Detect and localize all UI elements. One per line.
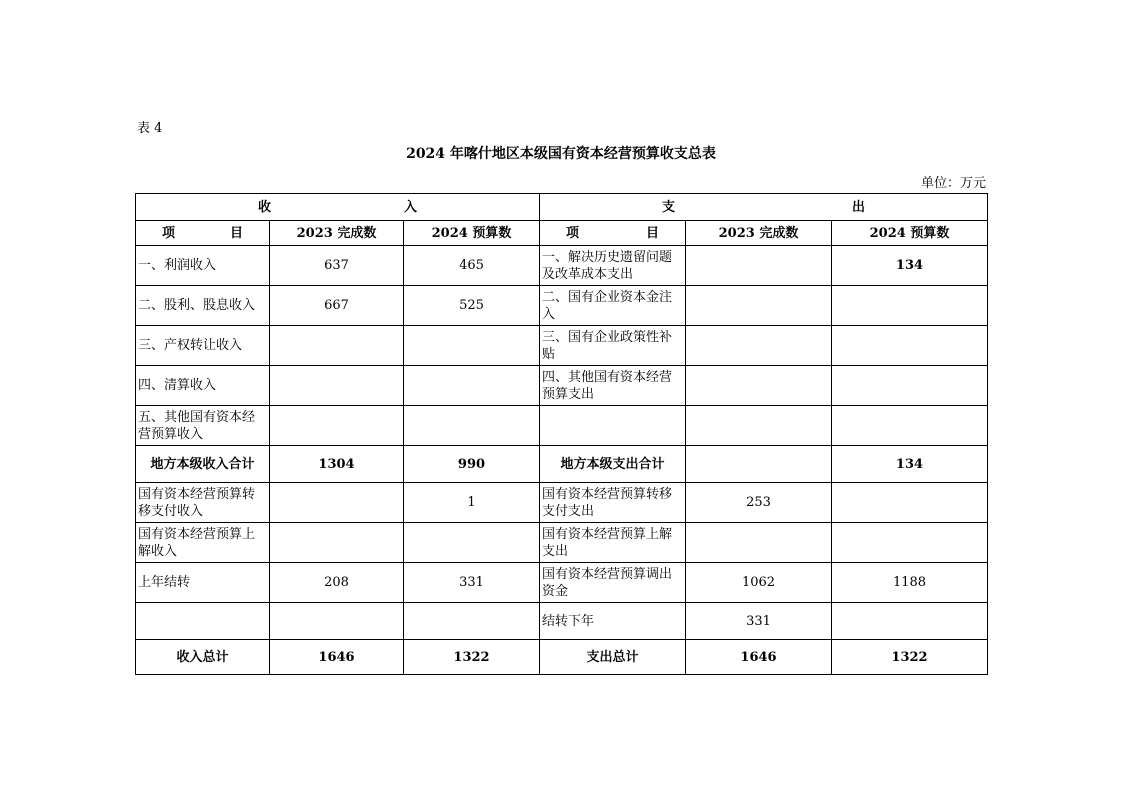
- income-2023-value: 667: [270, 286, 404, 326]
- expense-2024-value: [832, 286, 988, 326]
- table-row: [136, 366, 988, 406]
- expense-subtotal-2023: [686, 446, 832, 483]
- table-row: [136, 326, 988, 366]
- income-item: 上年结转: [136, 563, 270, 603]
- income-subtotal-2023: 1304: [270, 446, 404, 483]
- expense-2023-header: 2023 完成数: [686, 221, 832, 246]
- expense-2023-value: [686, 406, 832, 446]
- table-row: [136, 523, 988, 563]
- income-total-2024: 1322: [404, 640, 540, 675]
- table-row: [136, 286, 988, 326]
- income-2023-value: 637: [270, 246, 404, 286]
- expense-item: 四、其他国有资本经营预算支出: [540, 366, 686, 406]
- table-row: [136, 246, 988, 286]
- expense-item: 二、国有企业资本金注入: [540, 286, 686, 326]
- expense-2024-value: [832, 483, 988, 523]
- expense-2024-value: [832, 366, 988, 406]
- income-2023-value: [270, 406, 404, 446]
- table-row: [136, 563, 988, 603]
- income-2023-value: [270, 523, 404, 563]
- income-2024-value: 1: [404, 483, 540, 523]
- income-2024-header: 2024 预算数: [404, 221, 540, 246]
- expense-2024-value: [832, 326, 988, 366]
- expense-2024-value: 134: [832, 246, 988, 286]
- expense-2023-value: [686, 366, 832, 406]
- income-2024-value: 525: [404, 286, 540, 326]
- expense-2023-value: [686, 246, 832, 286]
- expense-2023-value: 1062: [686, 563, 832, 603]
- income-item: 国有资本经营预算上解收入: [136, 523, 270, 563]
- expense-subtotal-label: 地方本级支出合计: [540, 446, 686, 483]
- income-2024-value: 331: [404, 563, 540, 603]
- income-2023-value: [270, 603, 404, 640]
- expense-subtotal-2024: 134: [832, 446, 988, 483]
- income-2024-value: [404, 406, 540, 446]
- table-number-label: 表 4: [137, 121, 163, 136]
- table-row: [136, 406, 988, 446]
- income-2023-value: [270, 326, 404, 366]
- income-item-header: 项 目: [136, 221, 270, 246]
- income-item: 一、利润收入: [136, 246, 270, 286]
- budget-table: [135, 193, 988, 675]
- income-item: 三、产权转让收入: [136, 326, 270, 366]
- income-total-label: 收入总计: [136, 640, 270, 675]
- income-subtotal-2024: 990: [404, 446, 540, 483]
- unit-label: 单位：万元: [920, 176, 986, 191]
- income-item: 四、清算收入: [136, 366, 270, 406]
- income-2023-value: [270, 366, 404, 406]
- expense-2024-value: [832, 406, 988, 446]
- expense-section-header: 支 出: [540, 194, 988, 221]
- expense-2023-value: [686, 326, 832, 366]
- header-row-columns: [136, 221, 988, 246]
- expense-item: 国有资本经营预算转移支付支出: [540, 483, 686, 523]
- expense-2023-value: [686, 286, 832, 326]
- table-row: [136, 603, 988, 640]
- table-row: [136, 483, 988, 523]
- income-total-2023: 1646: [270, 640, 404, 675]
- expense-item: 国有资本经营预算调出资金: [540, 563, 686, 603]
- income-2024-value: [404, 523, 540, 563]
- expense-2023-value: 253: [686, 483, 832, 523]
- income-item: [136, 603, 270, 640]
- expense-item-header: 项 目: [540, 221, 686, 246]
- expense-2023-value: 331: [686, 603, 832, 640]
- expense-item: [540, 406, 686, 446]
- header-row-sections: [136, 194, 988, 221]
- income-2023-value: [270, 483, 404, 523]
- page-title: 2024 年喀什地区本级国有资本经营预算收支总表: [406, 146, 716, 162]
- expense-total-label: 支出总计: [540, 640, 686, 675]
- income-item: 国有资本经营预算转移支付收入: [136, 483, 270, 523]
- income-section-header: 收 入: [136, 194, 540, 221]
- expense-item: 结转下年: [540, 603, 686, 640]
- income-2024-value: 465: [404, 246, 540, 286]
- expense-2024-header: 2024 预算数: [832, 221, 988, 246]
- income-2024-value: [404, 603, 540, 640]
- expense-item: 三、国有企业政策性补贴: [540, 326, 686, 366]
- total-row: [136, 640, 988, 675]
- income-2024-value: [404, 326, 540, 366]
- income-subtotal-label: 地方本级收入合计: [136, 446, 270, 483]
- expense-2023-value: [686, 523, 832, 563]
- expense-total-2024: 1322: [832, 640, 988, 675]
- expense-2024-value: [832, 523, 988, 563]
- expense-2024-value: [832, 603, 988, 640]
- income-item: 二、股利、股息收入: [136, 286, 270, 326]
- income-2023-value: 208: [270, 563, 404, 603]
- income-2023-header: 2023 完成数: [270, 221, 404, 246]
- expense-item: 国有资本经营预算上解支出: [540, 523, 686, 563]
- expense-total-2023: 1646: [686, 640, 832, 675]
- expense-2024-value: 1188: [832, 563, 988, 603]
- income-item: 五、其他国有资本经营预算收入: [136, 406, 270, 446]
- expense-item: 一、解决历史遗留问题及改革成本支出: [540, 246, 686, 286]
- subtotal-row: [136, 446, 988, 483]
- income-2024-value: [404, 366, 540, 406]
